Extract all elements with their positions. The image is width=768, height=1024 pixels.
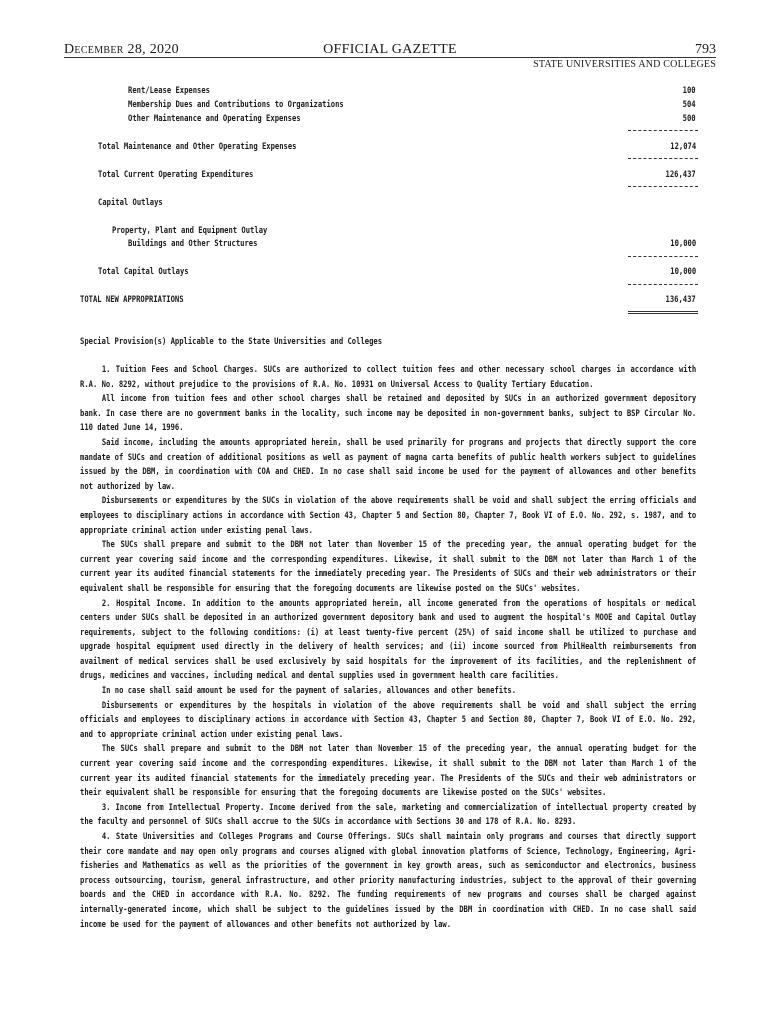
subtotal-rule bbox=[628, 186, 698, 187]
budget-row-other-mooe bbox=[0, 113, 768, 125]
provision-paragraph: The SUCs shall prepare and submit to the DBM not later than November 15 of the preceding year, the annual operating budget for the current year covering said income and the corresponding expenditures. Likewise, it shall submit to the DBM not later than March 1 of the current year its audited financial statements for the immediately preceding year. The Presidents of SUCs and their web administrators or their equivalent shall be responsible for ensuring that the foregoing documents are likewise posted on the SUCs' websites. bbox=[80, 539, 697, 594]
budget-label: Buildings and Other Structures bbox=[128, 238, 258, 249]
budget-row-membership bbox=[0, 99, 768, 111]
provision-paragraph: 1. Tuition Fees and School Charges. SUCs are authorized to collect tuition fees and other necessary school charges in accordance with R.A. No. 8292, without prejudice to the provisions of R.A. No. 10931 on Universal Access to Quality Tertiary Education. bbox=[80, 364, 697, 390]
budget-label: Other Maintenance and Operating Expenses bbox=[128, 113, 301, 124]
budget-row-capital-heading bbox=[0, 197, 768, 209]
special-provisions-title: Special Provision(s) Applicable to the State Universities and Colleges bbox=[80, 336, 383, 347]
budget-label: Membership Dues and Contributions to Organizations bbox=[128, 99, 344, 110]
budget-label: TOTAL NEW APPROPRIATIONS bbox=[80, 294, 184, 305]
provision-paragraph: In no case shall said amount be used for the payment of salaries, allowances and other benefits. bbox=[101, 685, 517, 697]
budget-label: Total Capital Outlays bbox=[98, 266, 189, 277]
header-rule bbox=[64, 57, 716, 58]
budget-amount: 126,437 bbox=[665, 169, 696, 180]
budget-amount: 10,000 bbox=[670, 238, 696, 249]
header-date: December 28, 2020 bbox=[64, 42, 179, 57]
page-number: 793 bbox=[695, 42, 716, 57]
provision-paragraph: 4. State Universities and Colleges Programs and Course Offerings. SUCs shall maintain only programs and courses that directly support their core mandate and may open only programs and courses aligned with global innovation platforms of Science, Technology, Engineering, Agri-fisheries and Mathematics as well as the priorities of the government in key growth areas, such as semiconductor and electronics, business process outsourcing, tourism, general infrastructure, and other priority manufacturing industries, subject to the approval of their governing boards and the CHED in accordance with R.A. No. 8292. The funding requirements of new programs and courses shall be charged against internally-generated income, which shall be subject to the guidelines issued by the DBM in coordination with CHED. In no case shall said income be used for the payment of allowances and other benefits not authorized by law. bbox=[80, 831, 697, 930]
budget-row-total-current bbox=[0, 169, 768, 181]
header-section: STATE UNIVERSITIES AND COLLEGES bbox=[533, 59, 716, 70]
budget-amount: 136,437 bbox=[665, 294, 696, 305]
budget-amount: 12,074 bbox=[670, 141, 696, 152]
provision-paragraph: 3. Income from Intellectual Property. Income derived from the sale, marketing and commercialization of intellectual property created by the faculty and personnel of SUCs shall accrue to the SUCs in accordance with Sections 30 and 178 of R.A. No. 8293. bbox=[80, 801, 697, 828]
subtotal-rule bbox=[628, 256, 698, 257]
subtotal-rule bbox=[628, 284, 698, 285]
budget-amount: 500 bbox=[683, 113, 696, 124]
header-title: OFFICIAL GAZETTE bbox=[323, 42, 457, 57]
grand-total-rule bbox=[628, 311, 698, 314]
budget-row-rent bbox=[0, 85, 768, 97]
provision-paragraph: Disbursements or expenditures by the SUCs in violation of the above requirements shall be void and shall subject the erring officials and employees to disciplinary actions in accordance with Section 43, Chapter 5 and Section 80, Chapter 7, Book VI of E.O. No. 292, s. 1987, and to appropriate criminal action under existing penal laws. bbox=[80, 495, 697, 536]
budget-label: Total Current Operating Expenditures bbox=[98, 169, 254, 180]
provision-paragraph: Disbursements or expenditures by the hospitals in violation of the above requirements shall be void and shall subject the erring officials and employees to disciplinary actions in accordance with Section 43, Chapter 5 and Section 80, Chapter 7, Book VI of E.O. No. 292, and to appropriate criminal action under existing penal laws. bbox=[80, 699, 697, 740]
provision-paragraph: All income from tuition fees and other school charges shall be retained and deposited by SUCs in an authorized government depository bank. In case there are no government banks in the locality, such income may be deposited in non-government banks, subject to BSP Circular No. 110 dated June 14, 1996. bbox=[80, 393, 697, 434]
budget-label: Property, Plant and Equipment Outlay bbox=[112, 225, 268, 236]
budget-label: Capital Outlays bbox=[98, 197, 163, 208]
budget-row-total-mooe bbox=[0, 141, 768, 153]
provision-paragraph: 2. Hospital Income. In addition to the amounts appropriated herein, all income generated from the operations of hospitals or medical centers under SUCs shall be deposited in an authorized government depository bank and used to augment the hospital's MOOE and Capital Outlay requirements, subject to the following conditions: (i) at least twenty-five percent (25%) of said income shall be utilized to purchase and upgrade hospital equipment used directly in the delivery of health services; and (ii) income sourced from PhilHealth reimbursements from availment of medical services shall be used exclusively by said hospitals for the improvement of its facilities, and the replenishment of drugs, medicines and vaccines, including medical and dental supplies used in government health care facilities. bbox=[80, 597, 697, 682]
provision-paragraph: The SUCs shall prepare and submit to the DBM not later than November 15 of the preceding year, the annual operating budget for the current year covering said income and the corresponding expenditures. Likewise, it shall submit to the DBM not later than March 1 of the current year its audited financial statements for the immediately preceding year. The Presidents of the SUCs and their web administrators or their equivalent shall be responsible for ensuring that the foregoing documents are likewise posted on the SUCs' websites. bbox=[80, 743, 697, 799]
budget-label: Total Maintenance and Other Operating Expenses bbox=[98, 141, 297, 152]
budget-label: Rent/Lease Expenses bbox=[128, 85, 210, 96]
special-provisions-body bbox=[80, 363, 696, 932]
budget-amount: 100 bbox=[683, 85, 696, 96]
provision-paragraph: Said income, including the amounts appropriated herein, shall be used primarily for programs and projects that directly support the core mandate of SUCs and creation of additional positions as well as payment of magna carta benefits of public health workers subject to guidelines issued by the DBM, in coordination with COA and CHED. In no case shall said income be used for the payment of allowances and other benefits not authorized by law. bbox=[80, 436, 697, 492]
budget-amount: 10,000 bbox=[670, 266, 696, 277]
budget-row-ppe-heading bbox=[0, 225, 768, 237]
subtotal-rule bbox=[628, 158, 698, 159]
subtotal-rule bbox=[628, 130, 698, 131]
budget-amount: 504 bbox=[683, 99, 696, 110]
budget-row-total-new bbox=[0, 294, 768, 306]
budget-row-total-capital bbox=[0, 266, 768, 278]
budget-row-buildings bbox=[0, 238, 768, 250]
